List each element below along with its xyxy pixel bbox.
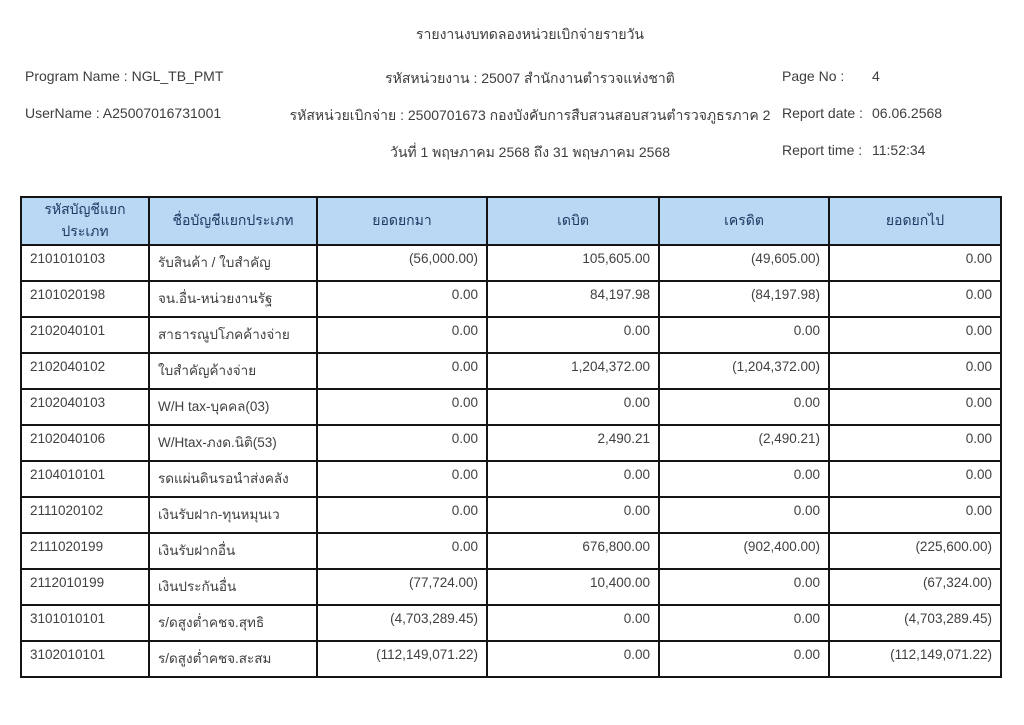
account-name-cell: เงินรับฝาก-ทุนหมุนเว	[149, 497, 317, 533]
amount-cell: 0.00	[659, 317, 829, 353]
amount-cell: (49,605.00)	[659, 245, 829, 281]
amount-cell: 0.00	[659, 389, 829, 425]
amount-cell: (67,324.00)	[829, 569, 1001, 605]
account-name-cell: ใบสำคัญค้างจ่าย	[149, 353, 317, 389]
page-no-value: 4	[872, 68, 880, 84]
account-code-cell: 2111020199	[21, 533, 149, 569]
amount-cell: (77,724.00)	[317, 569, 487, 605]
amount-cell: 0.00	[317, 281, 487, 317]
amount-cell: 0.00	[659, 569, 829, 605]
account-name-cell: ร/ดสูงต่ำคชจ.สุทธิ	[149, 605, 317, 641]
report-date-label: Report date :	[782, 105, 863, 121]
table-body	[21, 245, 1001, 677]
amount-cell: 0.00	[659, 497, 829, 533]
amount-cell: (112,149,071.22)	[317, 641, 487, 677]
account-name-cell: W/Htax-ภงด.นิติ(53)	[149, 425, 317, 461]
report-time-value: 11:52:34	[872, 142, 926, 158]
account-code-cell: 3102010101	[21, 641, 149, 677]
amount-cell: (2,490.21)	[659, 425, 829, 461]
amount-cell: 0.00	[829, 317, 1001, 353]
amount-cell: 0.00	[829, 425, 1001, 461]
table-row	[21, 461, 1001, 497]
account-code-cell: 2111020102	[21, 497, 149, 533]
amount-cell: 84,197.98	[487, 281, 659, 317]
table-row	[21, 317, 1001, 353]
table-row	[21, 497, 1001, 533]
trial-balance-table	[20, 196, 1002, 678]
program-name: Program Name : NGL_TB_PMT	[25, 68, 224, 84]
account-code-cell: 2102040101	[21, 317, 149, 353]
amount-cell: (4,703,289.45)	[317, 605, 487, 641]
account-code-cell: 2101010103	[21, 245, 149, 281]
account-name-cell: สาธารณูปโภคค้างจ่าย	[149, 317, 317, 353]
table-row	[21, 281, 1001, 317]
col-header-account-name: ชื่อบัญชีแยกประเภท	[149, 197, 317, 245]
account-code-cell: 2102040106	[21, 425, 149, 461]
amount-cell: 105,605.00	[487, 245, 659, 281]
col-header-balance-forward: ยอดยกมา	[317, 197, 487, 245]
amount-cell: 0.00	[487, 641, 659, 677]
amount-cell: 0.00	[317, 425, 487, 461]
col-header-debit: เดบิต	[487, 197, 659, 245]
amount-cell: 0.00	[317, 533, 487, 569]
amount-cell: 0.00	[317, 353, 487, 389]
amount-cell: (112,149,071.22)	[829, 641, 1001, 677]
account-code-cell: 2112010199	[21, 569, 149, 605]
agency-code: รหัสหน่วยงาน : 25007 สำนักงานตำรวจแห่งชาติ	[385, 70, 675, 86]
account-name-cell: ร/ดสูงต่ำคชจ.สะสม	[149, 641, 317, 677]
amount-cell: 0.00	[659, 641, 829, 677]
amount-cell: 0.00	[317, 317, 487, 353]
account-name-cell: W/H tax-บุคคล(03)	[149, 389, 317, 425]
amount-cell: 1,204,372.00	[487, 353, 659, 389]
amount-cell: 0.00	[659, 605, 829, 641]
amount-cell: 0.00	[829, 497, 1001, 533]
amount-cell: 0.00	[829, 245, 1001, 281]
amount-cell: (902,400.00)	[659, 533, 829, 569]
amount-cell: 0.00	[829, 353, 1001, 389]
account-code-cell: 2102040103	[21, 389, 149, 425]
amount-cell: 0.00	[829, 461, 1001, 497]
amount-cell: (56,000.00)	[317, 245, 487, 281]
amount-cell: 0.00	[829, 281, 1001, 317]
date-range: วันที่ 1 พฤษภาคม 2568 ถึง 31 พฤษภาคม 2568	[389, 144, 671, 160]
account-code-cell: 2101020198	[21, 281, 149, 317]
amount-cell: 0.00	[487, 605, 659, 641]
amount-cell: 0.00	[829, 389, 1001, 425]
account-code-cell: 2104010101	[21, 461, 149, 497]
amount-cell: 0.00	[317, 461, 487, 497]
amount-cell: 0.00	[487, 497, 659, 533]
page-no-label: Page No :	[782, 68, 845, 84]
table-row	[21, 353, 1001, 389]
amount-cell: 0.00	[487, 317, 659, 353]
header-line-3	[0, 105, 1024, 127]
account-code-cell: 2102040102	[21, 353, 149, 389]
report-time-label: Report time :	[782, 142, 863, 158]
username: UserName : A25007016731001	[25, 105, 222, 121]
amount-cell: 0.00	[487, 461, 659, 497]
account-name-cell: รับสินค้า / ใบสำคัญ	[149, 245, 317, 281]
header-line-2	[0, 68, 1024, 90]
report-date-value: 06.06.2568	[872, 105, 943, 121]
amount-cell: (225,600.00)	[829, 533, 1001, 569]
amount-cell: (84,197.98)	[659, 281, 829, 317]
account-name-cell: เงินรับฝากอื่น	[149, 533, 317, 569]
table-row	[21, 641, 1001, 677]
table-row	[21, 605, 1001, 641]
amount-cell: 2,490.21	[487, 425, 659, 461]
amount-cell: 676,800.00	[487, 533, 659, 569]
disburse-unit-code: รหัสหน่วยเบิกจ่าย : 2500701673 กองบังคับการสืบสวนสอบสวนตำรวจภูธรภาค 2	[289, 107, 771, 123]
amount-cell: 0.00	[659, 461, 829, 497]
account-name-cell: รดแผ่นดินรอนำส่งคลัง	[149, 461, 317, 497]
amount-cell: 0.00	[487, 389, 659, 425]
table-row	[21, 569, 1001, 605]
report-title: รายงานงบทดลองหน่วยเบิกจ่ายรายวัน	[415, 26, 644, 42]
table-header-row	[21, 197, 1001, 245]
amount-cell: 0.00	[317, 389, 487, 425]
account-code-cell: 3101010101	[21, 605, 149, 641]
table-row	[21, 389, 1001, 425]
col-header-credit: เครดิต	[659, 197, 829, 245]
col-header-account-code: รหัสบัญชีแยกประเภท	[21, 197, 149, 245]
amount-cell: 10,400.00	[487, 569, 659, 605]
account-name-cell: จน.อื่น-หน่วยงานรัฐ	[149, 281, 317, 317]
amount-cell: (1,204,372.00)	[659, 353, 829, 389]
table-row	[21, 533, 1001, 569]
table-row	[21, 425, 1001, 461]
col-header-balance-carried: ยอดยกไป	[829, 197, 1001, 245]
amount-cell: (4,703,289.45)	[829, 605, 1001, 641]
account-name-cell: เงินประกันอื่น	[149, 569, 317, 605]
header-line-title	[0, 24, 1024, 46]
header-line-4	[0, 142, 1024, 164]
table-row	[21, 245, 1001, 281]
amount-cell: 0.00	[317, 497, 487, 533]
